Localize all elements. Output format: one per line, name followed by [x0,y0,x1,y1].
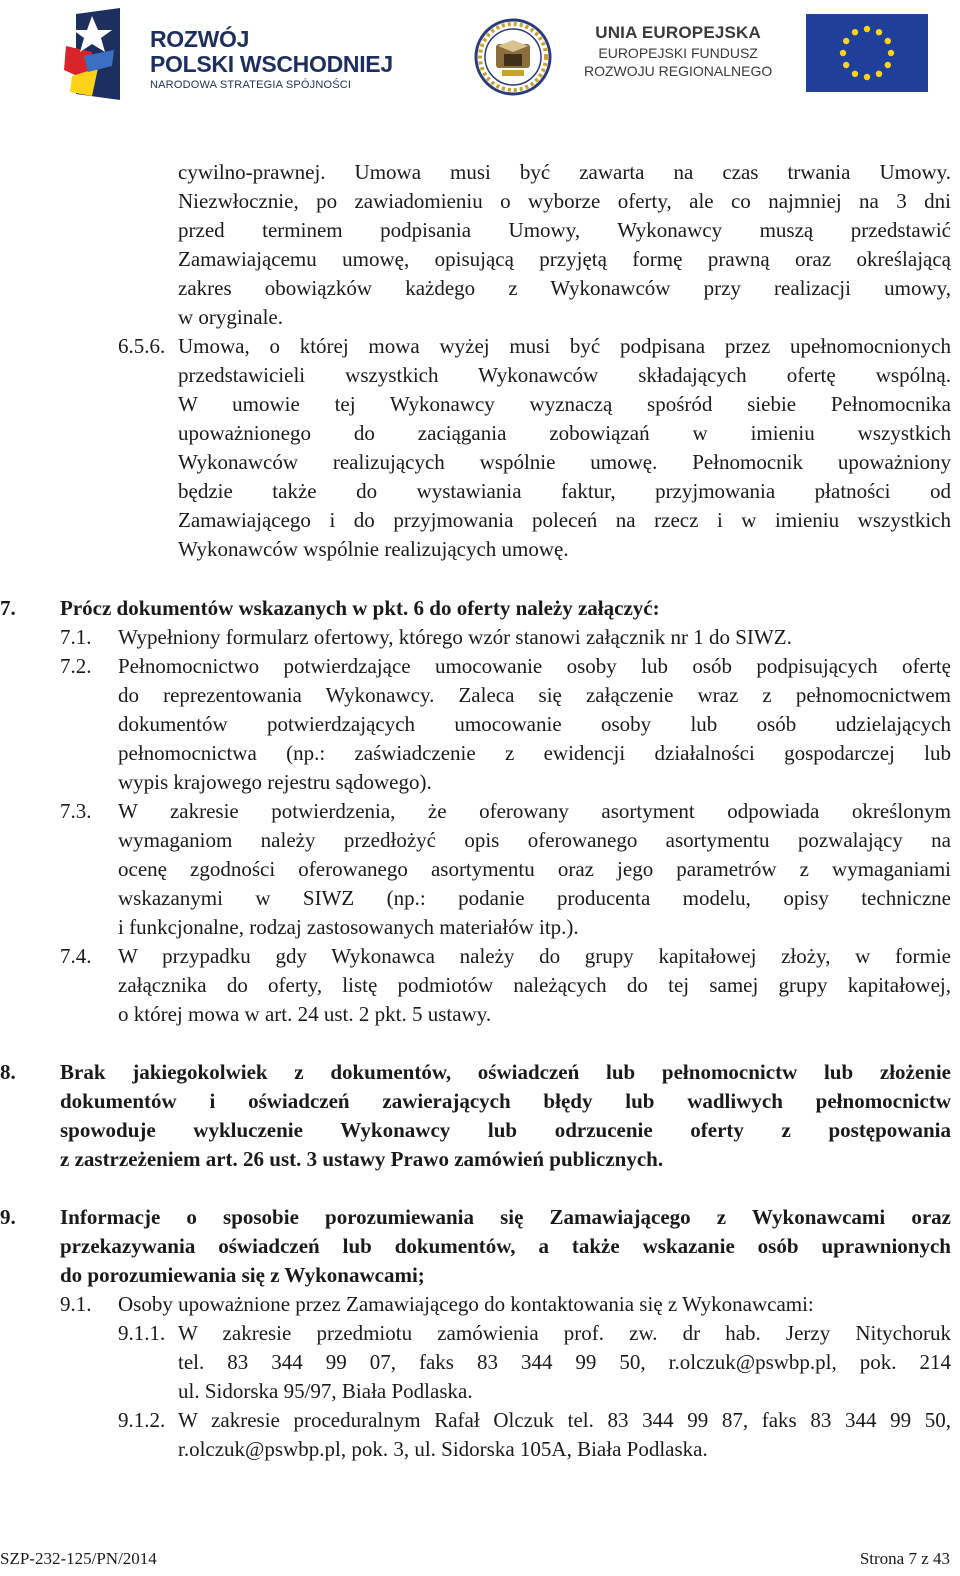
rps-line-2: POLSKI WSCHODNIEJ [150,51,393,77]
text-line: o której mowa w art. 24 ust. 2 pkt. 5 ustawy. [118,1002,492,1026]
text-line: do reprezentowania Wykonawcy. Zaleca się załączenie wraz z pełnomocnictwem [118,683,951,707]
text-line: załącznika do oferty, listę podmiotów należących do tej samej grupy kapitałowej, [118,973,951,997]
section-number: 9. [0,1205,16,1229]
text-line: Umowa, o której mowa wyżej musi być podpisana przez upełnomocnionych [178,334,951,358]
text-line: przed terminem podpisania Umowy, Wykonawcy muszą przedstawić [178,218,951,242]
text-line: W zakresie proceduralnym Rafał Olczuk tel. 83 344 99 87, faks 83 344 99 50, [178,1408,951,1432]
text-line: wypis krajowego rejestru sądowego). [118,770,432,794]
eu-line-2: EUROPEJSKI FUNDUSZ [598,45,758,61]
text-line: Brak jakiegokolwiek z dokumentów, oświadczeń lub pełnomocnictw lub złożenie [60,1060,951,1084]
item-number: 7.3. [60,799,92,823]
rozwoj-polski-wschodniej-logo-icon [62,6,132,104]
item-number: 9.1.1. [118,1321,166,1345]
item-number: 7.1. [60,625,92,649]
text-line: W przypadku gdy Wykonawca należy do grupy kapitałowej złoży, w formie [118,944,951,968]
footer-reference: SZP-232-125/PN/2014 [0,1549,157,1568]
text-line: W zakresie potwierdzenia, że oferowany asortyment odpowiada określonym [118,799,951,823]
text-line: tel. 83 344 99 07, faks 83 344 99 50, r.olczuk@pswbp.pl, pok. 214 [178,1350,951,1374]
item-number: 6.5.6. [118,334,166,358]
text-line: z zastrzeżeniem art. 26 ust. 3 ustawy Prawo zamówień publicznych. [60,1147,664,1171]
text-line: Zamawiającemu umowę, opisującą przyjętą formę prawną oraz określającą [178,247,951,271]
text-line: Wykonawców wspólnie realizujących umowę. [178,537,569,561]
text-line: r.olczuk@pswbp.pl, pok. 3, ul. Sidorska 105A, Biała Podlaska. [178,1437,708,1461]
text-line: w oryginale. [178,305,283,329]
text-line: ul. Sidorska 95/97, Biała Podlaska. [178,1379,473,1403]
text-line: i funkcjonalne, rodzaj zastosowanych materiałów itp.). [118,915,579,939]
eu-flag-icon [806,14,928,92]
text-line: wymaganiom należy przedłożyć opis oferowanego asortymentu pozwalający na [118,828,951,852]
text-line: W zakresie przedmiotu zamówienia prof. zw. dr hab. Jerzy Nitychoruk [178,1321,951,1345]
text-line: dokumentów potwierdzających umocowanie osoby lub osób udzielających [118,712,951,736]
item-number: 7.4. [60,944,92,968]
text-line: ocenę zgodności oferowanego asortymentu oraz jego parametrów z wymaganiami [118,857,951,881]
eu-logo-text [584,24,772,78]
item-number: 9.1.2. [118,1408,166,1432]
page-header [0,0,960,110]
text-line: Zamawiającego i do przyjmowania poleceń na rzecz i w imieniu wszystkich [178,508,951,532]
text-line: Pełnomocnictwo potwierdzające umocowanie osoby lub osób podpisujących ofertę [118,654,951,678]
text-line: przedstawicieli wszystkich Wykonawców składających ofertę wspólną. [178,363,951,387]
rps-line-3: NARODOWA STRATEGIA SPÓJNOŚCI [150,79,352,91]
rps-logo-text [150,28,393,91]
text-line: Niezwłocznie, po zawiadomieniu o wyborze oferty, ale co najmniej na 3 dni [178,189,951,213]
section-heading: Prócz dokumentów wskazanych w pkt. 6 do oferty należy załączyć: [60,596,660,620]
rps-line-1: ROZWÓJ [150,26,250,52]
text-line: pełnomocnictwa (np.: zaświadczenie z ewidencji działalności gospodarczej lub [118,741,951,765]
text-line: zakres obowiązków każdego z Wykonawców przy realizacji umowy, [178,276,951,300]
text-line: wskazanymi w SIWZ (np.: podanie producenta modelu, opisy techniczne [118,886,951,910]
text-line: dokumentów i oświadczeń zawierających błędy lub wadliwych pełnomocnictw [60,1089,951,1113]
item-number: 7.2. [60,654,92,678]
text-line: W umowie tej Wykonawcy wyznaczą spośród siebie Pełnomocnika [178,392,951,416]
text-line: upoważnionego do zaciągania zobowiązań w imieniu wszystkich [178,421,951,445]
item-number: 9.1. [60,1292,92,1316]
text-line: Wykonawców realizujących wspólnie umowę. Pełnomocnik upoważniony [178,450,951,474]
text-line: Osoby upoważnione przez Zamawiającego do kontaktowania się z Wykonawcami: [118,1292,814,1316]
text-line: przekazywania oświadczeń lub dokumentów, a także wskazanie osób uprawnionych [60,1234,951,1258]
eu-line-3: ROZWOJU REGIONALNEGO [584,63,773,79]
text-line: będzie także do wystawiania faktur, przyjmowania płatności od [178,479,951,503]
eu-line-1: UNIA EUROPEJSKA [595,23,762,42]
section-number: 8. [0,1060,16,1084]
text-line: do porozumiewania się z Wykonawcami; [60,1263,425,1287]
text-line: Wypełniony formularz ofertowy, którego wzór stanowi załącznik nr 1 do SIWZ. [118,625,792,649]
university-seal-icon [474,18,552,96]
section-number: 7. [0,596,16,620]
text-line: Informacje o sposobie porozumiewania się Zamawiającego z Wykonawcami oraz [60,1205,951,1229]
text-line: spowoduje wykluczenie Wykonawcy lub odrzucenie oferty z postępowania [60,1118,951,1142]
text-line: cywilno-prawnej. Umowa musi być zawarta na czas trwania Umowy. [178,160,951,184]
footer-page-number: Strona 7 z 43 [859,1549,950,1568]
